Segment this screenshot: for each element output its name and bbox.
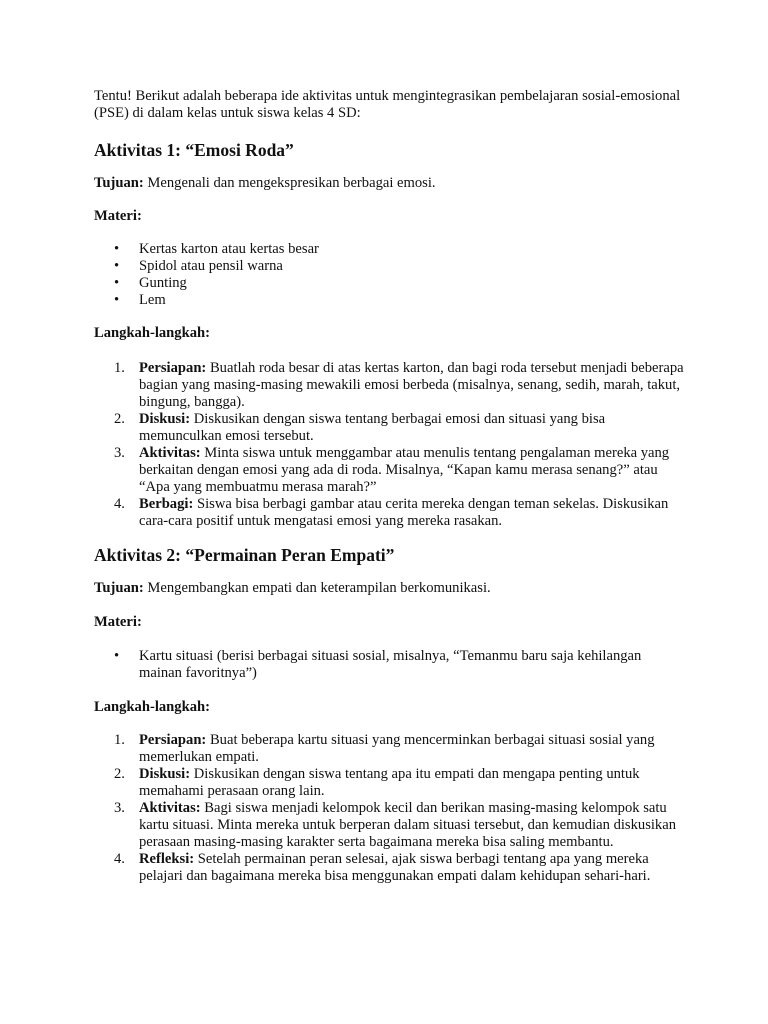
activity2-steps-list xyxy=(94,732,684,885)
list-item: • Gunting xyxy=(94,275,684,292)
list-item xyxy=(94,766,684,800)
activity2-goal-text: Mengembangkan empati dan keterampilan berkomunikasi. xyxy=(143,580,491,596)
step-number: 3. xyxy=(114,445,125,461)
activity1-materials-label: Materi: xyxy=(94,208,142,224)
step-label: Persiapan: xyxy=(139,360,207,376)
step-number: 4. xyxy=(114,496,125,512)
activity1-steps-label: Langkah-langkah: xyxy=(94,325,210,341)
list-item: • Spidol atau pensil warna xyxy=(94,258,684,275)
activity2-materials-label: Materi: xyxy=(94,614,142,630)
step-label: Diskusi: xyxy=(139,411,191,427)
step-text: Buat beberapa kartu situasi yang mencerminkan berbagai situasi sosial yang memerlukan empati. xyxy=(139,732,655,765)
activity2-heading: Aktivitas 2: “Permainan Peran Empati” xyxy=(94,545,395,565)
step-text: Setelah permainan peran selesai, ajak siswa berbagi tentang apa yang mereka pelajari dan bagaimana mereka bisa menggunakan empati dalam kehidupan sehari-hari. xyxy=(139,851,651,884)
step-label: Diskusi: xyxy=(139,766,191,782)
activity2-goal-label: Tujuan: xyxy=(94,580,144,596)
list-item: • Lem xyxy=(94,292,684,309)
step-label: Berbagi: xyxy=(139,496,194,512)
step-text: Minta siswa untuk menggambar atau menulis tentang pengalaman mereka yang berkaitan dengan emosi yang ada di roda. Misalnya, “Kapan kamu merasa senang?” atau “Apa yang membuatmu merasa marah?” xyxy=(139,445,670,495)
step-number: 1. xyxy=(114,732,125,748)
activity2-materials-list xyxy=(94,648,684,682)
step-text: Buatlah roda besar di atas kertas karton, dan bagi roda tersebut menjadi beberapa bagian yang masing-masing mewakili emosi berbeda (misalnya, senang, sedih, marah, takut, bingung, bangga). xyxy=(139,360,684,410)
step-label: Aktivitas: xyxy=(139,800,201,816)
step-label: Aktivitas: xyxy=(139,445,201,461)
list-item: • Kartu situasi (berisi berbagai situasi sosial, misalnya, “Temanmu baru saja kehilangan mainan favoritnya”) xyxy=(94,648,684,682)
step-text: Siswa bisa berbagi gambar atau cerita mereka dengan teman sekelas. Diskusikan cara-cara positif untuk mengatasi emosi yang mereka rasakan. xyxy=(139,496,669,529)
list-item xyxy=(94,851,684,885)
list-item: • Kertas karton atau kertas besar xyxy=(94,241,684,258)
activity2-goal xyxy=(94,580,684,597)
step-text: Bagi siswa menjadi kelompok kecil dan berikan masing-masing kelompok satu kartu situasi. Minta mereka untuk berperan dalam situasi tersebut, dan kemudian diskusikan perasaan masing-masing karakter serta bagaimana mereka bisa saling membantu. xyxy=(139,800,676,850)
step-label: Persiapan: xyxy=(139,732,207,748)
activity1-goal xyxy=(94,175,684,192)
list-item xyxy=(94,800,684,851)
list-item xyxy=(94,360,684,411)
activity1-materials-list xyxy=(94,241,684,309)
step-number: 2. xyxy=(114,766,125,782)
list-item xyxy=(94,411,684,445)
activity1-heading: Aktivitas 1: “Emosi Roda” xyxy=(94,140,294,160)
activity2-steps-label: Langkah-langkah: xyxy=(94,699,210,715)
step-number: 4. xyxy=(114,851,125,867)
list-item xyxy=(94,496,684,530)
intro-paragraph: Tentu! Berikut adalah beberapa ide aktivitas untuk mengintegrasikan pembelajaran sosial-emosional (PSE) di dalam kelas untuk siswa kelas 4 SD: xyxy=(94,88,681,121)
list-item xyxy=(94,732,684,766)
step-text: Diskusikan dengan siswa tentang apa itu empati dan mengapa penting untuk memahami perasaan orang lain. xyxy=(139,766,640,799)
step-label: Refleksi: xyxy=(139,851,195,867)
list-item xyxy=(94,445,684,496)
activity1-goal-text: Mengenali dan mengekspresikan berbagai emosi. xyxy=(143,175,436,191)
activity1-steps-list xyxy=(94,360,684,530)
step-number: 1. xyxy=(114,360,125,376)
step-number: 3. xyxy=(114,800,125,816)
activity1-goal-label: Tujuan: xyxy=(94,175,144,191)
step-number: 2. xyxy=(114,411,125,427)
step-text: Diskusikan dengan siswa tentang berbagai emosi dan situasi yang bisa memunculkan emosi tersebut. xyxy=(139,411,606,444)
